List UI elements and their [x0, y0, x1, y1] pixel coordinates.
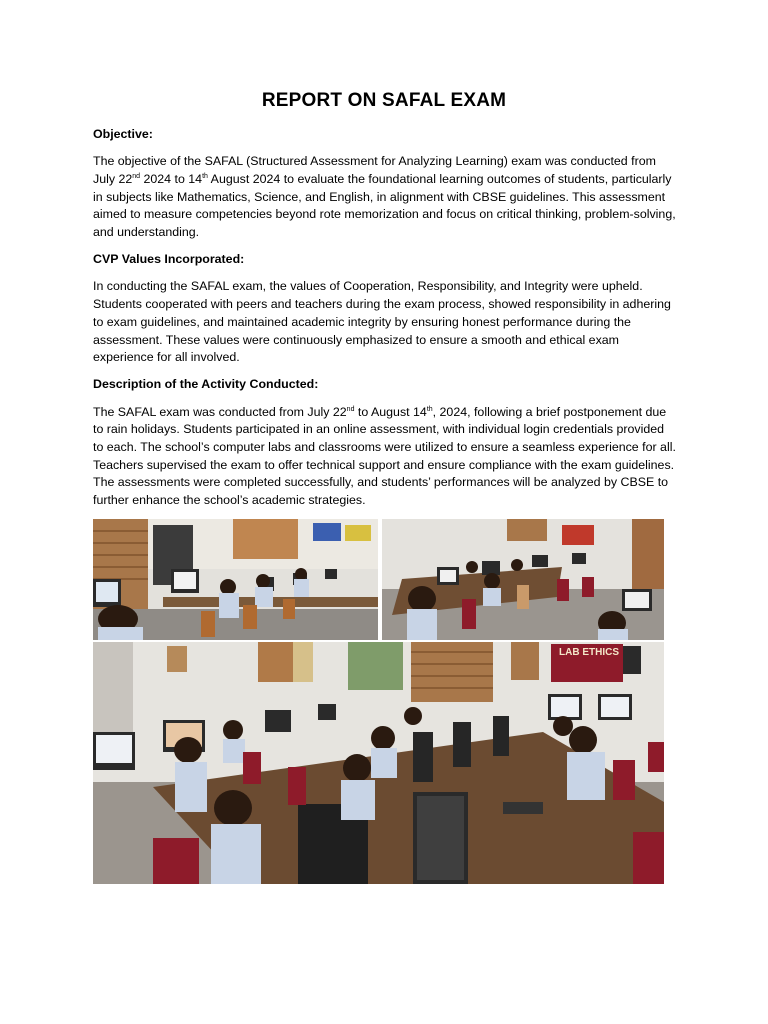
- activity-paragraph: [93, 404, 677, 510]
- photo-collage: [93, 519, 664, 884]
- computer-lab-photo-1: [93, 519, 378, 640]
- cvp-heading: CVP Values Incorporated:: [93, 252, 245, 267]
- computer-lab-photo-3: [93, 642, 664, 884]
- activity-sup-2: th: [426, 405, 433, 413]
- activity-text-2: to August 14: [354, 404, 427, 419]
- activity-text-1: The SAFAL exam was conducted from July 22: [93, 404, 347, 419]
- activity-text-3: , 2024, following a brief postponement due to rain holidays. Students participated in an online assessment, with individual login credentials provided to each. The school’s computer labs and classrooms were utilized to ensure a seamless experience for all. Teachers supervised the exam to offer technical support and ensure compliance with the exam guidelines. The assessments were completed successfully, and students’ performances will be analyzed by CBSE to further enhance the school’s academic strategies.: [93, 404, 676, 508]
- objective-paragraph: [93, 153, 677, 242]
- lab-ethics-sign: LAB ETHICS: [559, 647, 619, 658]
- page-title: REPORT ON SAFAL EXAM: [261, 90, 507, 111]
- report-body: [93, 126, 677, 519]
- objective-text-3: August 2024 to evaluate the foundational learning outcomes of students, particularly in subjects like Mathematics, Science, and English, in alignment with CBSE guidelines. This assessment aimed to measure competencies beyond rote memorization and focus on critical thinking, problem-solving, and understanding.: [93, 171, 676, 240]
- objective-text-1: The objective of the SAFAL (Structured Assessment for Analyzing Learning) exam was conducted from July 22: [93, 154, 656, 186]
- activity-heading: Description of the Activity Conducted:: [93, 377, 319, 392]
- objective-sup-1: nd: [132, 172, 141, 180]
- objective-text-2: 2024 to 14: [140, 171, 203, 186]
- activity-sup-1: nd: [346, 405, 355, 413]
- computer-lab-photo-2: [382, 519, 664, 640]
- objective-sup-2: th: [202, 172, 208, 180]
- objective-heading: Objective:: [93, 127, 153, 141]
- cvp-paragraph: In conducting the SAFAL exam, the values of Cooperation, Responsibility, and Integrity were upheld. Students cooperated with peers and teachers during the exam process, showed responsibility in adhering to exam guidelines, and maintained academic integrity by ensuring honest performance during the assessment. These values were continuously emphasized to ensure a smooth and ethical exam experience for all involved.: [93, 279, 671, 365]
